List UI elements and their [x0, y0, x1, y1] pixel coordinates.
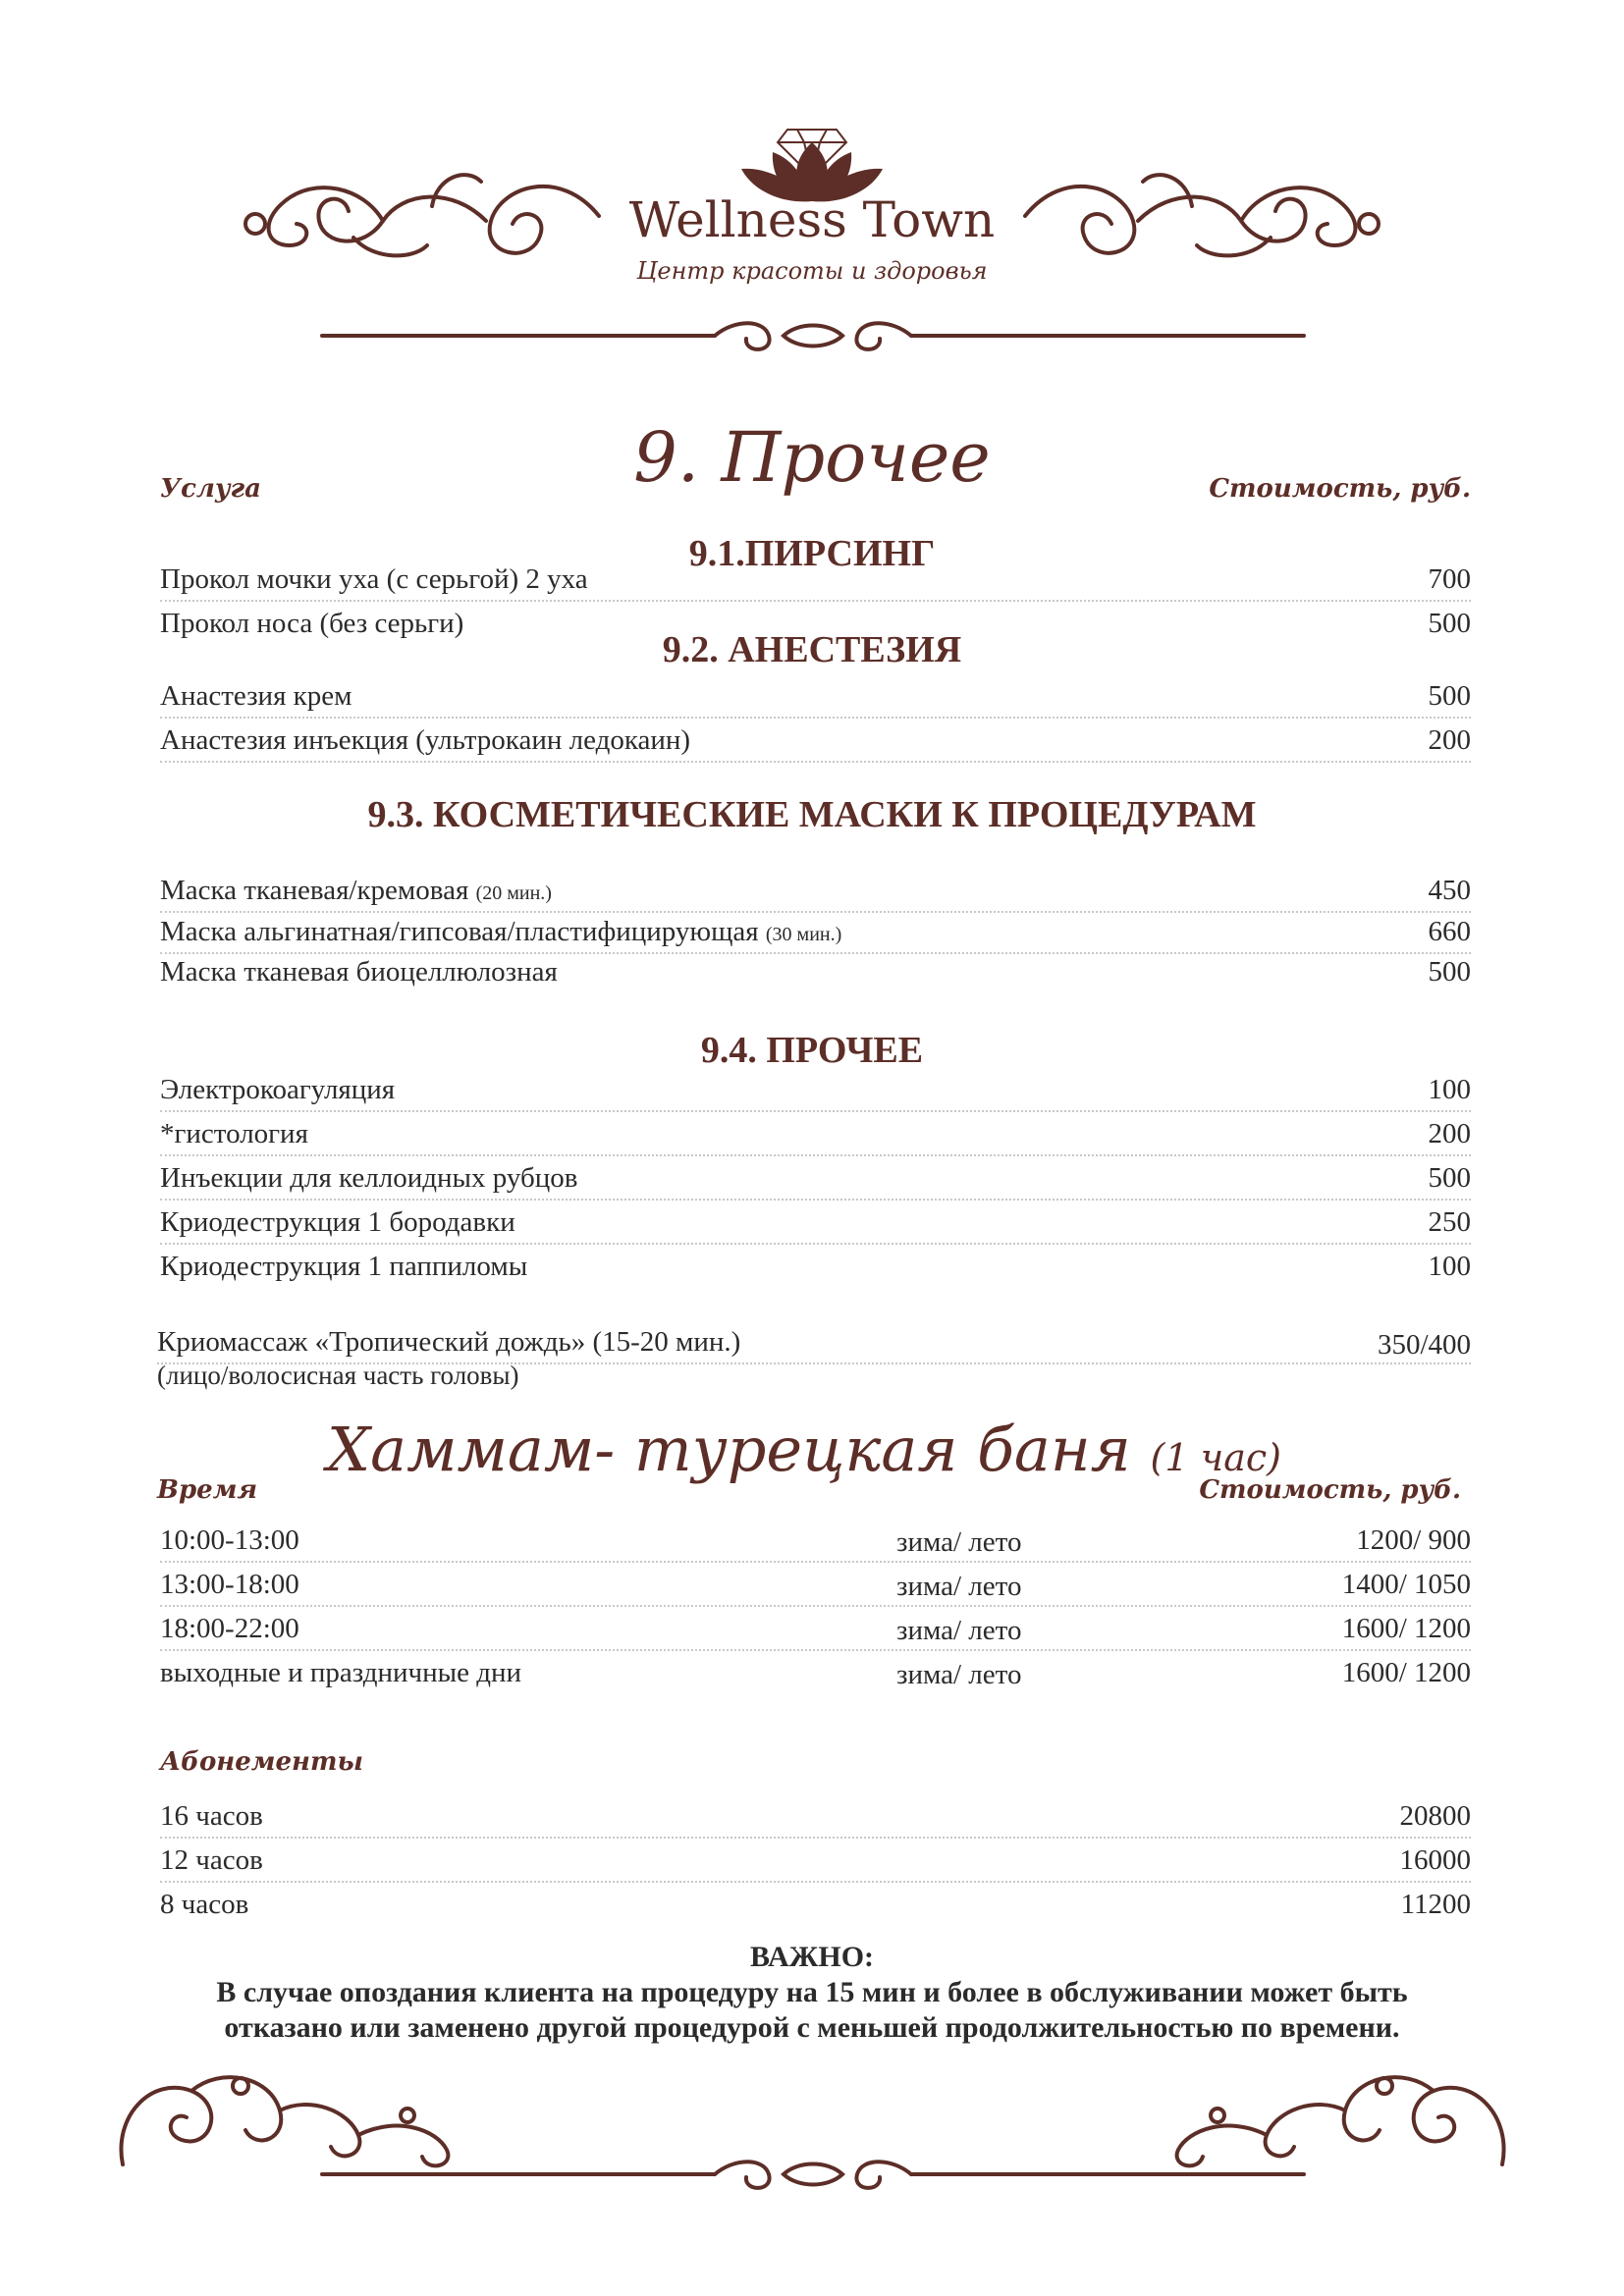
- list-item: [160, 909, 1471, 954]
- service-name: Маска альгинатная/гипсовая/пластифицирующая (30 мин.): [160, 916, 842, 947]
- list-item: [160, 1067, 1471, 1112]
- column-header-cost: Стоимость, руб.: [1209, 474, 1471, 504]
- table-row: [160, 1518, 1471, 1563]
- list-item: [160, 949, 1471, 992]
- list-item: [160, 1244, 1471, 1287]
- service-name: Электрокоагуляция: [160, 1074, 396, 1105]
- table-row: [160, 1562, 1471, 1607]
- section-heading: 9.4. ПРОЧЕЕ: [700, 1030, 924, 1071]
- time-slot: 10:00-13:00: [160, 1524, 299, 1556]
- service-price: 250: [1428, 1206, 1471, 1238]
- list-item: [160, 718, 1471, 763]
- header-divider-ornament-icon: [322, 314, 1304, 363]
- section-heading: 9.3. КОСМЕТИЧЕСКИЕ МАСКИ К ПРОЦЕДУРАМ: [367, 794, 1257, 835]
- column-header-cost: Стоимость, руб.: [1199, 1475, 1461, 1505]
- service-name: Маска тканевая биоцеллюлозная: [160, 956, 558, 988]
- section-heading: 9.1.ПИРСИНГ: [688, 533, 936, 574]
- important-heading: ВАЖНО:: [749, 1941, 875, 1973]
- season: зима/ лето: [896, 1659, 1022, 1690]
- price: 1600/ 1200: [1341, 1613, 1471, 1644]
- duration-note: (20 мин.): [475, 882, 552, 904]
- subscription-price: 20800: [1399, 1800, 1471, 1832]
- list-item: [160, 673, 1471, 719]
- price: 1200/ 900: [1356, 1524, 1471, 1556]
- service-name: Криомассаж «Тропический дождь» (15-20 мин.): [157, 1326, 741, 1358]
- section-heading: 9.2. АНЕСТЕЗИЯ: [662, 629, 962, 670]
- service-name: Криодеструкция 1 паппиломы: [160, 1251, 528, 1282]
- subscription-price: 16000: [1399, 1844, 1471, 1876]
- hammam-title-note: (1 час): [1150, 1436, 1281, 1479]
- service-price: 500: [1428, 680, 1471, 712]
- footer-divider-ornament-icon: [322, 2150, 1304, 2199]
- service-name: Маска тканевая/кремовая (20 мин.): [160, 875, 552, 906]
- subscriptions-label: Абонементы: [160, 1747, 363, 1777]
- duration-note: (30 мин.): [765, 924, 842, 945]
- table-row: [160, 1650, 1471, 1693]
- service-price: 100: [1428, 1074, 1471, 1105]
- service-price: 500: [1428, 956, 1471, 988]
- list-item: [160, 1793, 1471, 1839]
- service-name: Прокол носа (без серьги): [160, 608, 464, 639]
- list-item: [160, 1838, 1471, 1883]
- column-header-service: Услуга: [160, 474, 261, 504]
- important-notice: [147, 1940, 1477, 2046]
- list-item: [160, 1155, 1471, 1201]
- service-price: 350/400: [1377, 1329, 1471, 1361]
- time-slot: выходные и праздничные дни: [160, 1657, 522, 1688]
- price: 1400/ 1050: [1341, 1569, 1471, 1600]
- brand-name: Wellness Town: [628, 191, 996, 248]
- list-item: [160, 868, 1471, 913]
- service-name: Прокол мочки уха (с серьгой) 2 уха: [160, 563, 588, 595]
- service-name: Анастезия крем: [160, 680, 352, 712]
- important-line: отказано или заменено другой процедурой с меньшей продолжительностью по времени.: [224, 2011, 1400, 2044]
- service-price: 200: [1428, 1118, 1471, 1149]
- list-item: [160, 1882, 1471, 1925]
- hammam-title: Хаммам- турецкая баня (1 час): [327, 1414, 1281, 1485]
- season: зима/ лето: [896, 1526, 1022, 1558]
- list-item-cryomassage: [157, 1319, 1471, 1362]
- service-price: 700: [1428, 563, 1471, 595]
- service-price: 450: [1428, 875, 1471, 906]
- service-price: 100: [1428, 1251, 1471, 1282]
- season: зима/ лето: [896, 1615, 1022, 1646]
- service-price: 500: [1428, 1162, 1471, 1194]
- page-title: 9. Прочее: [633, 417, 991, 498]
- service-subline: (лицо/волосисная часть головы): [157, 1361, 519, 1390]
- subscription-name: 8 часов: [160, 1889, 249, 1920]
- service-price: 500: [1428, 608, 1471, 639]
- list-item: [160, 557, 1471, 602]
- column-header-time: Время: [157, 1475, 258, 1505]
- divider: [157, 1362, 1471, 1364]
- list-item: [160, 1200, 1471, 1245]
- important-line: В случае опоздания клиента на процедуру на 15 мин и более в обслуживании может быть: [216, 1976, 1408, 2008]
- table-row: [160, 1606, 1471, 1651]
- service-name: *гистология: [160, 1118, 308, 1149]
- season: зима/ лето: [896, 1571, 1022, 1602]
- service-price: 200: [1428, 724, 1471, 756]
- time-slot: 13:00-18:00: [160, 1569, 299, 1600]
- subscription-name: 12 часов: [160, 1844, 263, 1876]
- service-name: Инъекции для келлоидных рубцов: [160, 1162, 578, 1194]
- service-name: Криодеструкция 1 бородавки: [160, 1206, 515, 1238]
- subscription-name: 16 часов: [160, 1800, 263, 1832]
- service-name: Анастезия инъекция (ультрокаин ледокаин): [160, 724, 691, 756]
- brand-tagline: Центр красоты и здоровья: [636, 257, 988, 285]
- service-price: 660: [1428, 916, 1471, 947]
- time-slot: 18:00-22:00: [160, 1613, 299, 1644]
- price: 1600/ 1200: [1341, 1657, 1471, 1688]
- list-item: [160, 1111, 1471, 1156]
- subscription-price: 11200: [1400, 1889, 1471, 1920]
